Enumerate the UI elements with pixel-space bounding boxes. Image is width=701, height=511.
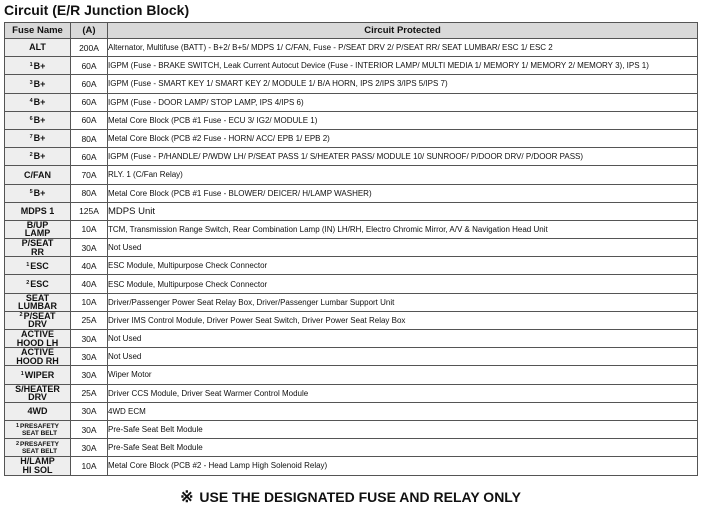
table-row <box>5 111 698 129</box>
fuse-name: SEAT LUMBAR <box>18 292 57 312</box>
table-row <box>5 220 698 238</box>
table-header <box>5 23 698 39</box>
ampere-rating: 40A <box>71 275 108 293</box>
fuse-name: S/HEATER DRV <box>15 383 60 403</box>
table-row <box>5 184 698 202</box>
circuit-protected: Metal Core Block (PCB #2 - Head Lamp High Solenoid Relay) <box>108 457 698 475</box>
circuit-protected: RLY. 1 (C/Fan Relay) <box>108 166 698 184</box>
fuse-name: C/FAN <box>24 169 51 180</box>
fuse-name: ACTIVE HOOD LH <box>16 329 59 348</box>
table-row <box>5 275 698 293</box>
fuse-name-cell <box>5 184 71 202</box>
table-row <box>5 384 698 402</box>
circuit-protected: Metal Core Block (PCB #1 Fuse - BLOWER/ DEICER/ H/LAMP WASHER) <box>108 184 698 202</box>
footer-notice <box>0 488 701 507</box>
table-row <box>5 348 698 366</box>
footnote-marker: 2 <box>19 311 23 318</box>
fuse-name-cell <box>5 348 71 366</box>
fuse-name: B+ <box>33 96 46 107</box>
circuit-protected: Not Used <box>108 239 698 257</box>
fuse-name: ESC <box>30 278 49 289</box>
footnote-marker: 1 <box>29 61 33 68</box>
fuse-name: ACTIVE HOOD RH <box>16 347 59 366</box>
circuit-protected: Metal Core Block (PCB #1 Fuse - ECU 3/ IG2/ MODULE 1) <box>108 111 698 129</box>
footnote-marker: 1 <box>26 261 30 268</box>
circuit-protected: Pre-Safe Seat Belt Module <box>108 420 698 438</box>
ampere-rating: 60A <box>71 75 108 93</box>
circuit-protected: IGPM (Fuse - BRAKE SWITCH, Leak Current Autocut Device (Fuse - INTERIOR LAMP/ MULTI MEDIA 1/ MEMORY 1/ MEMORY 2/ MEMORY 3), IPS 1) <box>108 57 698 75</box>
fuse-name: P/SEAT RR <box>21 238 54 257</box>
fuse-name: B/UP LAMP <box>24 219 51 239</box>
table-row <box>5 57 698 75</box>
fuse-name: B+ <box>33 60 46 71</box>
fuse-name: H/LAMP HI SOL <box>20 456 55 475</box>
fuse-name: MDPS 1 <box>20 206 55 217</box>
ampere-rating: 30A <box>71 420 108 438</box>
fuse-name-cell <box>5 311 71 329</box>
ampere-rating: 10A <box>71 293 108 311</box>
ampere-rating: 80A <box>71 129 108 147</box>
fuse-name-cell <box>5 39 71 57</box>
footnote-marker: 6 <box>29 116 33 123</box>
table-row <box>5 457 698 475</box>
table-row <box>5 93 698 111</box>
ampere-rating: 30A <box>71 402 108 420</box>
footnote-marker: 5 <box>29 188 33 195</box>
footnote-marker: 7 <box>29 134 33 141</box>
fuse-name: P/SEAT DRV <box>23 310 56 330</box>
table-row <box>5 239 698 257</box>
circuit-protected: Alternator, Multifuse (BATT) - B+2/ B+5/ MDPS 1/ C/FAN, Fuse - P/SEAT DRV 2/ P/SEAT RR/ SEAT LUMBAR/ ESC 1/ ESC 2 <box>108 39 698 57</box>
page-title: Circuit (E/R Junction Block) <box>4 2 190 18</box>
circuit-protected: Not Used <box>108 330 698 348</box>
fuse-name: B+ <box>33 78 46 89</box>
fuse-name-cell <box>5 111 71 129</box>
ampere-rating: 10A <box>71 220 108 238</box>
ampere-rating: 25A <box>71 311 108 329</box>
fuse-name-cell <box>5 293 71 311</box>
table-row <box>5 420 698 438</box>
table-row <box>5 330 698 348</box>
circuit-protected: 4WD ECM <box>108 402 698 420</box>
table-row <box>5 202 698 220</box>
table-row <box>5 366 698 384</box>
fuse-name-cell <box>5 166 71 184</box>
circuit-protected: Driver CCS Module, Driver Seat Warmer Control Module <box>108 384 698 402</box>
ampere-rating: 10A <box>71 457 108 475</box>
fuse-name: PRESAFETY SEAT BELT <box>20 422 60 437</box>
table-header-row <box>5 23 698 39</box>
circuit-protected: Driver IMS Control Module, Driver Power Seat Switch, Driver Power Seat Relay Box <box>108 311 698 329</box>
fuse-name: WIPER <box>24 369 55 380</box>
circuit-protected: ESC Module, Multipurpose Check Connector <box>108 257 698 275</box>
fuse-name-cell <box>5 239 71 257</box>
circuit-protected: IGPM (Fuse - P/HANDLE/ P/WDW LH/ P/SEAT PASS 1/ S/HEATER PASS/ MODULE 10/ SUNROOF/ P/DOOR DRV/ P/DOOR PASS) <box>108 148 698 166</box>
table-row <box>5 311 698 329</box>
table-row <box>5 257 698 275</box>
fuse-name-cell <box>5 402 71 420</box>
ampere-rating: 80A <box>71 184 108 202</box>
table-row <box>5 402 698 420</box>
circuit-protected: Metal Core Block (PCB #2 Fuse - HORN/ ACC/ EPB 1/ EPB 2) <box>108 129 698 147</box>
fuse-name-cell <box>5 257 71 275</box>
fuse-name-cell <box>5 439 71 457</box>
column-header-circuit-protected: Circuit Protected <box>108 23 698 39</box>
fuse-name: 4WD <box>27 406 48 417</box>
fuse-name-cell <box>5 93 71 111</box>
ampere-rating: 60A <box>71 111 108 129</box>
footnote-marker: 4 <box>29 97 33 104</box>
fuse-name-cell <box>5 384 71 402</box>
column-header-ampere: (A) <box>71 23 108 39</box>
footer-notice-text: USE THE DESIGNATED FUSE AND RELAY ONLY <box>199 489 521 505</box>
fuse-name-cell <box>5 220 71 238</box>
table-row <box>5 148 698 166</box>
ampere-rating: 30A <box>71 439 108 457</box>
circuit-protected: MDPS Unit <box>108 202 698 220</box>
table-row <box>5 39 698 57</box>
fuse-table <box>4 22 698 476</box>
fuse-name-cell <box>5 129 71 147</box>
fuse-name: B+ <box>33 151 46 162</box>
table-row <box>5 166 698 184</box>
fuse-name: B+ <box>33 133 46 144</box>
ampere-rating: 30A <box>71 239 108 257</box>
ampere-rating: 60A <box>71 148 108 166</box>
ampere-rating: 30A <box>71 348 108 366</box>
circuit-protected: IGPM (Fuse - SMART KEY 1/ SMART KEY 2/ MODULE 1/ B/A HORN, IPS 2/IPS 3/IPS 5/IPS 7) <box>108 75 698 93</box>
column-header-fuse-name: Fuse Name <box>5 23 71 39</box>
fuse-name: B+ <box>33 115 46 126</box>
fuse-name-cell <box>5 202 71 220</box>
fuse-name-cell <box>5 57 71 75</box>
footnote-marker: 2 <box>29 152 33 159</box>
fuse-name: PRESAFETY SEAT BELT <box>20 440 60 455</box>
table-row <box>5 293 698 311</box>
fuse-name-cell <box>5 457 71 475</box>
footnote-marker: 3 <box>29 79 33 86</box>
footnote-marker: 2 <box>15 440 20 447</box>
fuse-name-cell <box>5 330 71 348</box>
fuse-name-cell <box>5 148 71 166</box>
footnote-marker: 2 <box>26 279 30 286</box>
fuse-name-cell <box>5 420 71 438</box>
fuse-name-cell <box>5 75 71 93</box>
table-row <box>5 75 698 93</box>
reference-mark-icon: ※ <box>180 489 194 506</box>
ampere-rating: 25A <box>71 384 108 402</box>
ampere-rating: 125A <box>71 202 108 220</box>
footnote-marker: 1 <box>20 370 24 377</box>
fuse-name: ESC <box>30 260 49 271</box>
circuit-protected: ESC Module, Multipurpose Check Connector <box>108 275 698 293</box>
ampere-rating: 60A <box>71 57 108 75</box>
fuse-name-cell <box>5 275 71 293</box>
footnote-marker: 1 <box>15 422 20 429</box>
ampere-rating: 30A <box>71 366 108 384</box>
fuse-name: B+ <box>33 187 46 198</box>
ampere-rating: 60A <box>71 93 108 111</box>
fuse-name-cell <box>5 366 71 384</box>
table-row <box>5 439 698 457</box>
ampere-rating: 70A <box>71 166 108 184</box>
table-body <box>5 39 698 476</box>
circuit-protected: Driver/Passenger Power Seat Relay Box, Driver/Passenger Lumbar Support Unit <box>108 293 698 311</box>
ampere-rating: 30A <box>71 330 108 348</box>
fuse-name: ALT <box>29 42 46 53</box>
table-row <box>5 129 698 147</box>
ampere-rating: 40A <box>71 257 108 275</box>
circuit-protected: Wiper Motor <box>108 366 698 384</box>
circuit-protected: IGPM (Fuse - DOOR LAMP/ STOP LAMP, IPS 4/IPS 6) <box>108 93 698 111</box>
circuit-protected: Pre-Safe Seat Belt Module <box>108 439 698 457</box>
circuit-protected: TCM, Transmission Range Switch, Rear Combination Lamp (IN) LH/RH, Electro Chromic Mirror, A/V & Navigation Head Unit <box>108 220 698 238</box>
ampere-rating: 200A <box>71 39 108 57</box>
circuit-protected: Not Used <box>108 348 698 366</box>
